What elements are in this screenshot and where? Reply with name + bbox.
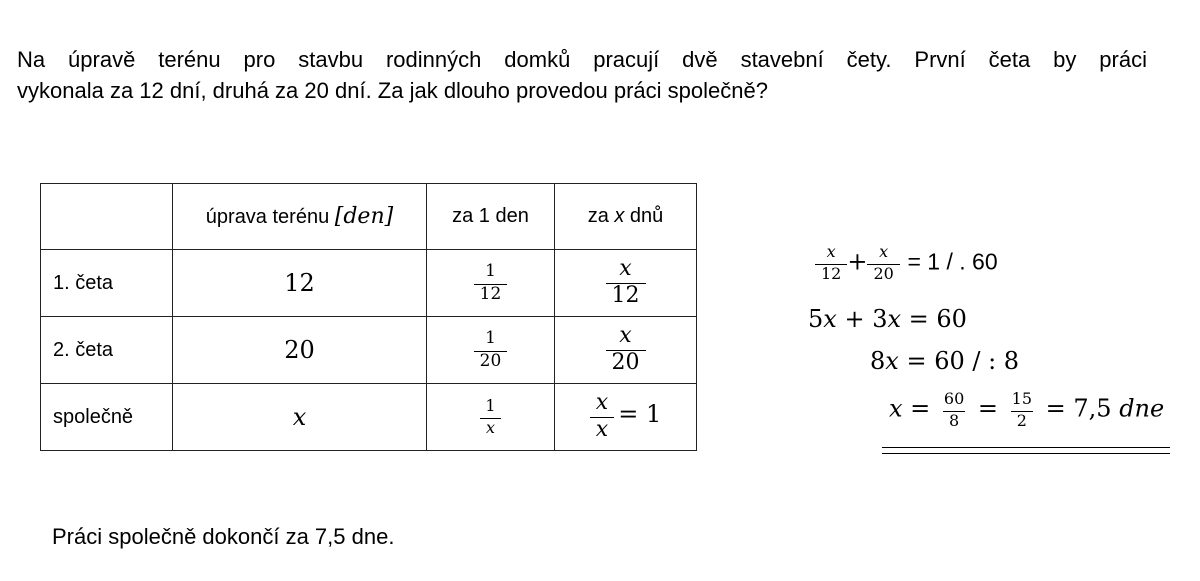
equation-1-rhs: = 1 / . 60 xyxy=(907,248,998,275)
fraction-denominator: 20 xyxy=(867,264,899,283)
header-x-suffix: dnů xyxy=(624,205,664,227)
header-terrain-work xyxy=(173,184,427,250)
equation-3-rhs: = 60 / : 8 xyxy=(898,347,1020,375)
row-label: 1. četa xyxy=(41,250,173,317)
row-work xyxy=(555,384,697,451)
coef-a: 8 xyxy=(870,347,886,375)
fraction-numerator: 1 xyxy=(485,395,496,415)
var-x: x xyxy=(823,305,837,333)
problem-line-1: Na úpravě terénu pro stavbu rodinných domků pracují dvě stavební čety. První četa by práci xyxy=(17,47,1147,72)
fraction-denominator: x xyxy=(480,418,501,437)
row-days: 12 xyxy=(173,250,427,317)
equation-1 xyxy=(815,244,998,282)
header-x-prefix: za xyxy=(587,205,615,227)
header-terrain-unit: [den] xyxy=(334,204,394,229)
fraction-denominator: 12 xyxy=(606,283,646,308)
table-row xyxy=(41,250,697,317)
mid-term: + 3 xyxy=(836,305,888,333)
fraction-numerator: x xyxy=(826,242,836,261)
row-rate xyxy=(427,384,555,451)
result-double-underline xyxy=(882,447,1170,454)
work-equals-one: = 1 xyxy=(618,400,662,429)
fraction-numerator: x xyxy=(619,256,632,282)
fraction-denominator: 8 xyxy=(943,411,965,430)
row-label: společně xyxy=(41,384,173,451)
equation-2-rhs: = 60 xyxy=(901,305,967,333)
fraction-denominator: 20 xyxy=(474,351,508,371)
answer-sentence: Práci společně dokončí za 7,5 dne. xyxy=(52,524,395,549)
header-terrain-text: úprava terénu xyxy=(205,206,335,228)
rate-fraction xyxy=(479,395,501,437)
header-x-var: x xyxy=(614,205,625,227)
work-fraction xyxy=(606,257,646,308)
problem-line-2: vykonala za 12 dní, druhá za 20 dní. Za jak dlouho provedou práci společně? xyxy=(17,78,768,103)
result-unit: dne xyxy=(1119,394,1165,423)
work-fraction xyxy=(606,324,646,375)
table-row xyxy=(41,317,697,384)
var-x: x xyxy=(889,394,903,423)
coef-a: 5 xyxy=(808,305,824,333)
row-rate xyxy=(427,317,555,384)
fraction-numerator: 60 xyxy=(943,389,965,408)
fraction-numerator: 15 xyxy=(1011,389,1033,408)
var-x: x xyxy=(885,347,899,375)
fraction-denominator: 12 xyxy=(815,264,847,283)
equation-fraction xyxy=(938,391,970,429)
equals-sign: = xyxy=(970,394,1006,423)
header-per-x-days xyxy=(555,184,697,250)
header-empty-cell xyxy=(41,184,173,250)
fraction-numerator: x xyxy=(619,323,632,349)
equation-3 xyxy=(870,347,1019,375)
fraction-denominator: 2 xyxy=(1011,411,1033,430)
table-row xyxy=(41,384,697,451)
row-rate xyxy=(427,250,555,317)
fraction-denominator: 12 xyxy=(474,284,508,304)
row-work xyxy=(555,317,697,384)
result-value: = 7,5 xyxy=(1038,394,1120,423)
equation-fraction xyxy=(815,244,847,282)
work-table xyxy=(40,183,697,451)
equals-sign: = xyxy=(902,394,938,423)
work-fraction xyxy=(590,391,614,442)
fraction-denominator: 20 xyxy=(606,350,646,375)
equation-fraction xyxy=(867,244,899,282)
fraction-numerator: 1 xyxy=(485,260,496,281)
equation-fraction xyxy=(1006,391,1038,429)
fraction-denominator: x xyxy=(590,417,614,442)
fraction-numerator: x xyxy=(595,390,609,416)
row-work xyxy=(555,250,697,317)
problem-statement xyxy=(17,44,1147,106)
table-header-row xyxy=(41,184,697,250)
fraction-numerator: x xyxy=(879,242,889,261)
var-x: x xyxy=(887,305,902,333)
row-label: 2. četa xyxy=(41,317,173,384)
row-days: 20 xyxy=(173,317,427,384)
plus-sign: + xyxy=(847,247,868,276)
equation-4-result xyxy=(889,391,1164,429)
row-days: x xyxy=(173,384,427,451)
rate-fraction xyxy=(474,327,508,371)
header-per-day: za 1 den xyxy=(427,184,555,250)
equation-2 xyxy=(808,305,967,333)
fraction-numerator: 1 xyxy=(485,327,496,348)
rate-fraction xyxy=(474,260,508,304)
